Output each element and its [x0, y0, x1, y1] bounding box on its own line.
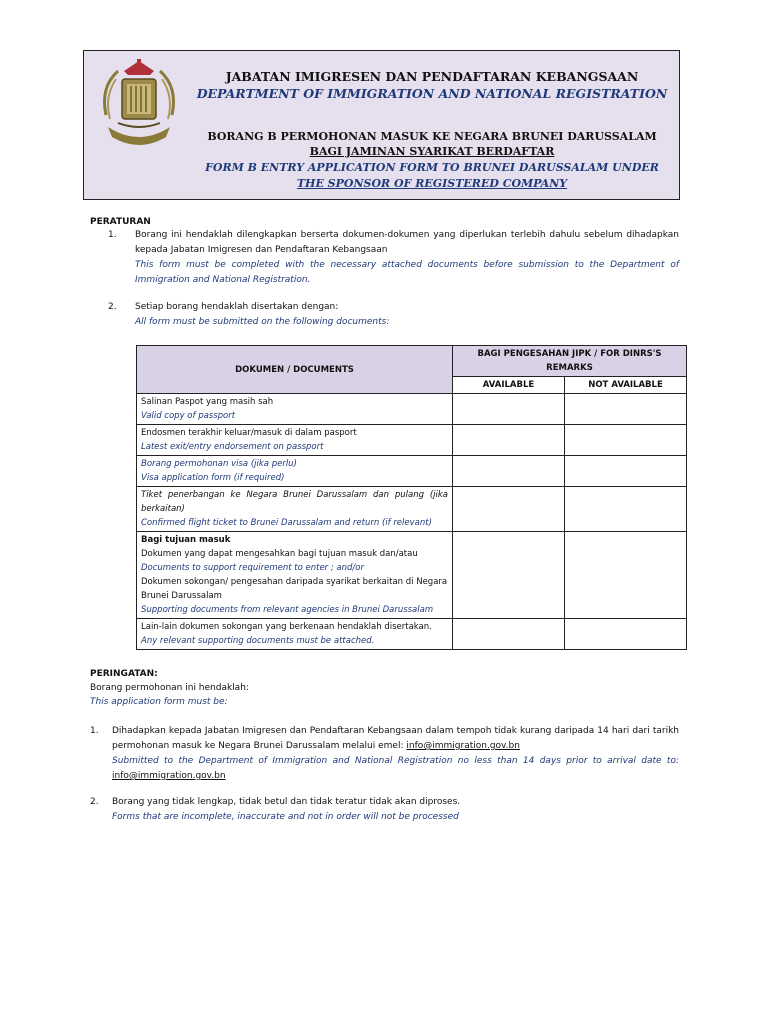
document-ms: Tiket penerbangan ke Negara Brunei Darussalam dan pulang (jika berkaitan) [141, 490, 448, 514]
rule-1-en: This form must be completed with the necessary attached documents before submission to the Department of Immigration and National Registration. [135, 260, 679, 285]
document-ms: Lain-lain dokumen sokongan yang berkenaan hendaklah disertakan. [141, 622, 432, 632]
document-en: Visa application form (if required) [141, 473, 285, 483]
available-checkbox-cell[interactable] [453, 487, 565, 532]
table-row [137, 619, 687, 650]
documents-table [136, 345, 687, 650]
warning-number: 1. [90, 726, 99, 736]
rule-number: 2. [108, 302, 117, 312]
warning-2-ms: Borang yang tidak lengkap, tidak betul dan tidak teratur tidak akan diproses. [112, 797, 461, 807]
rule-2-en: All form must be submitted on the following documents: [135, 317, 390, 327]
available-column-header: AVAILABLE [453, 377, 565, 394]
department-title-ms: JABATAN IMIGRESEN DAN PENDAFTARAN KEBANGSAAN [225, 69, 639, 84]
not-available-column-header: NOT AVAILABLE [565, 377, 687, 394]
warning-heading: PERINGATAN: [90, 669, 158, 679]
rule-number: 1. [108, 230, 117, 240]
table-row [137, 532, 687, 619]
document-ms: Salinan Paspot yang masih sah [141, 397, 274, 407]
brunei-crest-icon [96, 57, 182, 151]
documents-column-header: DOKUMEN / DOCUMENTS [137, 346, 453, 394]
warning-1-text [112, 724, 679, 784]
table-row [137, 487, 687, 532]
form-title-en-line2: THE SPONSOR OF REGISTERED COMPANY [296, 177, 568, 190]
document-ms: Borang permohonan visa (jika perlu) [141, 459, 297, 469]
document-en: Latest exit/entry endorsement on passport [141, 442, 324, 452]
document-cell [137, 425, 453, 456]
form-header [83, 50, 680, 200]
form-title-ms-line2: BAGI JAMINAN SYARIKAT BERDAFTAR [309, 145, 555, 158]
rule-1-ms: Borang ini hendaklah dilengkapkan berserta dokumen-dokumen yang diperlukan terlebih dahulu sebelum dihadapkan kepada Jabatan Imigresen dan Pendaftaran Kebangsaan [135, 230, 679, 255]
not-available-checkbox-cell[interactable] [565, 532, 687, 619]
document-ms: Endosmen terakhir keluar/masuk di dalam pasport [141, 428, 357, 438]
document-en: Confirmed flight ticket to Brunei Darussalam and return (if relevant) [141, 518, 432, 528]
table-row [137, 456, 687, 487]
table-row [137, 394, 687, 425]
document-cell [137, 532, 453, 619]
warning-2-text [112, 795, 679, 825]
warning-1-en: Submitted to the Department of Immigration and National Registration no less than 14 days prior to arrival date to: [112, 756, 679, 766]
available-checkbox-cell[interactable] [453, 619, 565, 650]
document-en: Any relevant supporting documents must be attached. [141, 636, 375, 646]
document-en: Valid copy of passport [141, 411, 236, 421]
not-available-checkbox-cell[interactable] [565, 456, 687, 487]
not-available-checkbox-cell[interactable] [565, 425, 687, 456]
available-checkbox-cell[interactable] [453, 532, 565, 619]
warning-number: 2. [90, 797, 99, 807]
document-ms: Dokumen yang dapat mengesahkan bagi tujuan masuk dan/atau [141, 549, 418, 559]
document-cell [137, 487, 453, 532]
document-cell [137, 456, 453, 487]
available-checkbox-cell[interactable] [453, 425, 565, 456]
table-header-row [137, 346, 687, 377]
available-checkbox-cell[interactable] [453, 394, 565, 425]
available-checkbox-cell[interactable] [453, 456, 565, 487]
warning-2-en: Forms that are incomplete, inaccurate and not in order will not be processed [112, 812, 459, 822]
warning-1-ms: Dihadapkan kepada Jabatan Imigresen dan Pendaftaran Kebangsaan dalam tempoh tidak kurang daripada 14 hari dari tarikh permohonan masuk ke Negara Brunei Darussalam melalui emel: [112, 726, 679, 751]
document-cell [137, 394, 453, 425]
email-link[interactable]: info@immigration.gov.bn [112, 771, 226, 781]
email-link[interactable]: info@immigration.gov.bn [406, 741, 520, 751]
form-title-en-line1: FORM B ENTRY APPLICATION FORM TO BRUNEI DARUSSALAM UNDER [205, 161, 659, 174]
document-en: Documents to support requirement to enter ; and/or [141, 563, 364, 573]
remarks-column-header: BAGI PENGESAHAN JIPK / FOR DINRS'S REMARKS [453, 346, 687, 377]
form-title-ms-line1: BORANG B PERMOHONAN MASUK KE NEGARA BRUNEI DARUSSALAM [207, 130, 657, 143]
document-cell [137, 619, 453, 650]
table-row [137, 425, 687, 456]
not-available-checkbox-cell[interactable] [565, 487, 687, 532]
document-ms-2: Dokumen sokongan/ pengesahan daripada syarikat berkaitan di Negara Brunei Darussalam [141, 577, 448, 601]
rules-heading: PERATURAN [90, 217, 151, 227]
warning-intro-ms: Borang permohonan ini hendaklah: [90, 683, 249, 693]
document-en-2: Supporting documents from relevant agencies in Brunei Darussalam [141, 605, 434, 615]
rule-1-text [135, 228, 679, 288]
department-title-en: DEPARTMENT OF IMMIGRATION AND NATIONAL REGISTRATION [196, 86, 668, 101]
document-title: Bagi tujuan masuk [141, 535, 231, 545]
warning-intro-en: This application form must be: [90, 697, 228, 707]
not-available-checkbox-cell[interactable] [565, 619, 687, 650]
rule-2-text [135, 300, 679, 330]
rule-2-ms: Setiap borang hendaklah disertakan dengan: [135, 302, 339, 312]
not-available-checkbox-cell[interactable] [565, 394, 687, 425]
